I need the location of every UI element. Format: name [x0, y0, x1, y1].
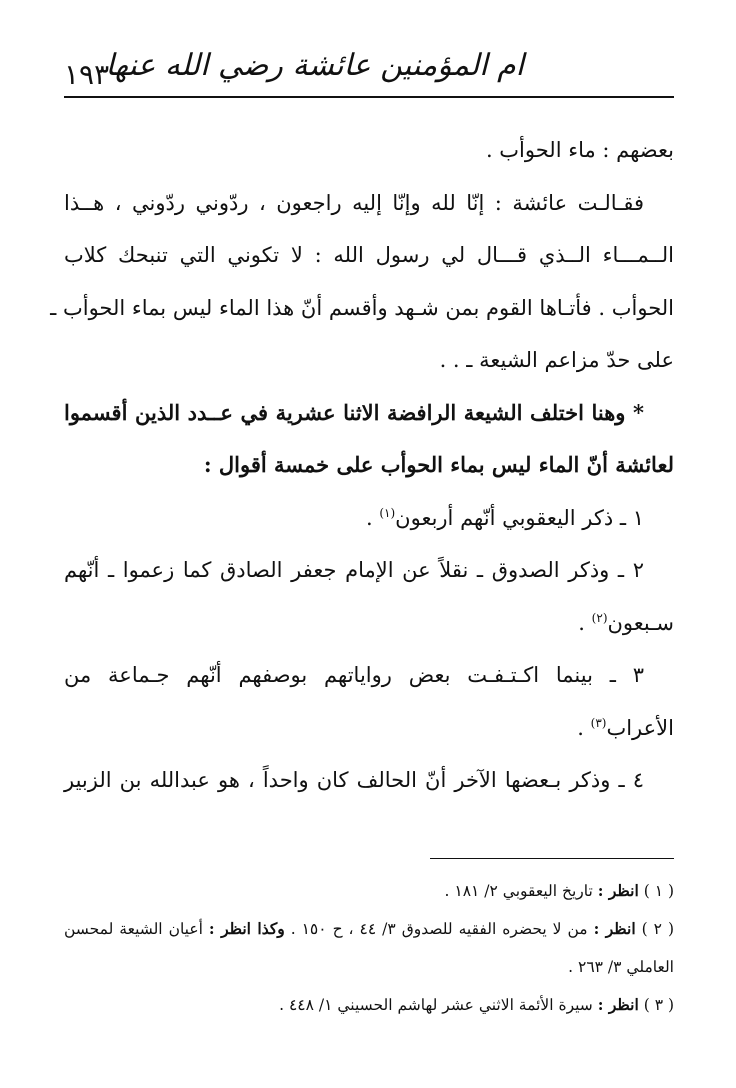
list-item: ٢ ـ وذكر الصدوق ـ نقلاً عن الإمام جعفر الصادق كما زعموا ـ أنّهم: [64, 558, 644, 582]
footnote-text: سيرة الأئمة الاثني عشر لهاشم الحسيني ١/ ٤٤٨ .: [279, 996, 593, 1014]
footnote-number: ( ٢ ): [641, 920, 675, 938]
text-line: بعضهم : ماء الحوأب .: [485, 138, 674, 162]
footnote-label: انظر :: [593, 919, 636, 938]
text-line: فقـالـت عائشة : إنّا لله وإنّا إليه راجعون ، ردّوني ردّوني ، هــذا: [64, 190, 644, 215]
footnote-text: من لا يحضره الفقيه للصدوق ٣/ ٤٤ ، ح ١٥٠ .: [290, 920, 588, 938]
footnote-number: ( ٣ ): [643, 996, 674, 1014]
text-line: [64, 597, 674, 650]
footnote-1: [64, 872, 674, 910]
text-segment: الأعراب: [606, 715, 674, 740]
page-header: [64, 48, 674, 96]
period: .: [578, 610, 585, 635]
footnote-text-2: أعيان الشيعة لمحسن: [64, 920, 203, 938]
period: .: [365, 505, 373, 530]
text-line: على حدّ مزاعم الشيعة ـ . .: [439, 348, 674, 372]
star-marker: *: [633, 399, 644, 425]
footnote-ref: (٢): [591, 610, 608, 625]
footnote-rule: [430, 858, 674, 859]
text-segment: ١ ـ ذكر اليعقوبي أنّهم أربعون: [395, 505, 644, 530]
text-line: الحوأب . فأتـاها القوم بمن شـهد وأقسم أنّ هذا الماء ليس بماء الحوأب ـ: [50, 295, 674, 320]
footnote-2-cont: العاملي ٣/ ٢٦٣ .: [568, 958, 674, 976]
running-title: ام المؤمنين عائشة رضي الله عنها: [105, 48, 524, 83]
footnote-3: [64, 986, 674, 1024]
text-line: [64, 702, 674, 755]
footnote-ref: (١): [379, 505, 396, 520]
text-segment: سـبعون: [607, 610, 674, 635]
text-segment: وهنا اختلف الشيعة الرافضة الاثنا عشرية في عــدد الذين أقسموا: [64, 399, 626, 425]
main-text: [50, 124, 674, 807]
footnote-ref: (٣): [590, 715, 607, 730]
footnote-label-2: وكذا انظر :: [208, 919, 285, 938]
footnote-label: انظر :: [597, 881, 639, 900]
list-item: ٣ ـ بينما اكـتـفـت بعض رواياتهم بوصفهم أنّهم جـماعة من: [64, 663, 644, 687]
list-item: ٤ ـ وذكر بـعضها الآخر أنّ الحالف كان واحداً ، هو عبدالله بن الزبير: [64, 768, 644, 792]
footnote-label: انظر :: [597, 995, 639, 1014]
footnote-text: تاريخ اليعقوبي ٢/ ١٨١ .: [444, 882, 593, 900]
header-rule: [64, 96, 674, 98]
text-line-bold: [64, 387, 674, 440]
page-number: ١٩٣: [64, 58, 110, 91]
footnote-number: ( ١ ): [643, 882, 674, 900]
period: .: [577, 715, 584, 740]
text-line-bold: لعائشة أنّ الماء ليس بماء الحوأب على خمسة أقوال :: [203, 452, 674, 477]
footnotes: [64, 872, 674, 1024]
footnote-2: [64, 910, 674, 948]
list-item: [64, 492, 674, 545]
text-line: الــمـــاء الــذي قـــال لي رسول الله : لا تكوني التي تنبحك كلاب: [64, 243, 674, 267]
